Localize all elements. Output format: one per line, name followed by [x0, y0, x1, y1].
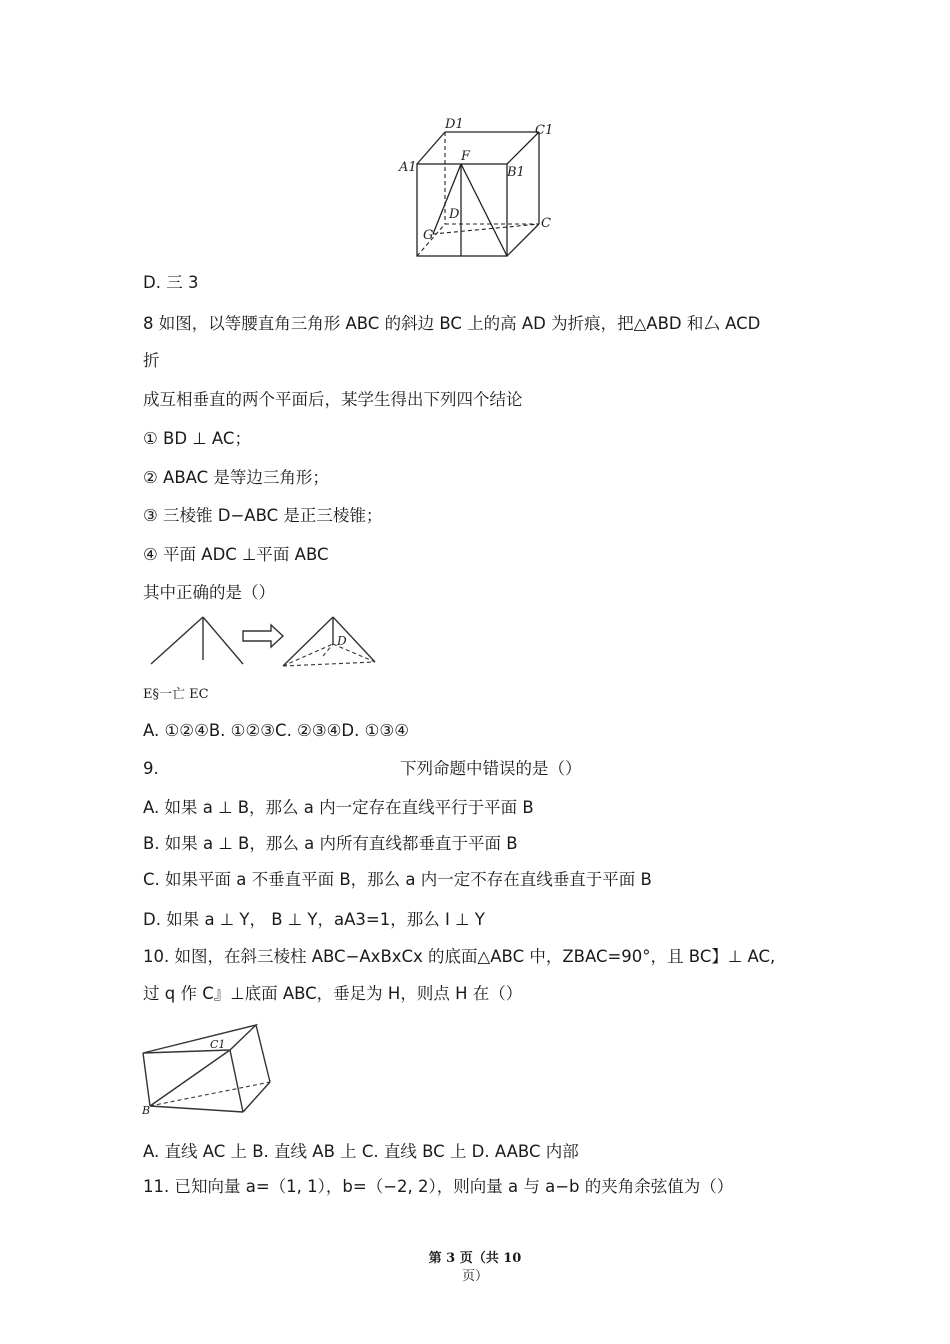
q10-stem-line-2: 过 q 作 C』⊥底面 ABC，垂足为 H，则点 H 在（） — [143, 984, 523, 1003]
q8-conclusion-4: ④ 平面 ADC ⊥平面 ABC — [143, 545, 329, 564]
q9-option-b: B. 如果 a ⊥ B，那么 a 内所有直线都垂直于平面 B — [143, 834, 518, 853]
q8-stem-line-2: 折 — [143, 351, 160, 370]
prism-label-c1: C1 — [210, 1038, 226, 1051]
cube-diagram — [395, 112, 565, 262]
fold-label-d: D — [337, 634, 347, 648]
q8-conclusion-2: ② ABAC 是等边三角形； — [143, 468, 329, 487]
cube-label-d: D — [449, 207, 460, 222]
q10-stem-line-1: 10. 如图，在斜三棱柱 ABC−AxBxCx 的底面△ABC 中，ZBAC=90°，且 BC】⊥ AC, — [143, 947, 776, 966]
prism-label-b: B — [142, 1104, 151, 1116]
q9-number: 9. — [143, 759, 159, 778]
q9-stem: 下列命题中错误的是（） — [400, 759, 582, 778]
q10-options: A. 直线 AC 上 B. 直线 AB 上 C. 直线 BC 上 D. AABC 内部 — [143, 1142, 579, 1161]
cube-label-d1: D1 — [445, 117, 464, 132]
q8-conclusion-3: ③ 三棱锥 D−ABC 是正三棱锥； — [143, 506, 383, 525]
cube-label-a1: A1 — [399, 160, 417, 175]
prism-figure — [140, 1020, 275, 1116]
footer-page-number-line-2: 页） — [461, 1269, 488, 1284]
q8-figure-caption: E§一亡 EC — [143, 687, 209, 702]
q8-question: 其中正确的是（） — [143, 583, 275, 602]
cube-label-f: F — [461, 149, 471, 164]
q8-conclusion-1: ① BD ⊥ AC； — [143, 429, 251, 448]
footer-page-number-line-1: 第 3 页（共 10 — [428, 1251, 522, 1266]
q11-stem: 11. 已知向量 a=（1, 1），b=（−2, 2），则向量 a 与 a−b 的夹角余弦值为（） — [143, 1177, 734, 1196]
cube-label-g: G — [423, 228, 434, 243]
q8-stem-line-1: 8 如图，以等腰直角三角形 ABC 的斜边 BC 上的高 AD 为折痕，把△ABD 和厶 ACD — [143, 314, 761, 333]
prism-diagram — [140, 1020, 275, 1116]
q9-option-d: D. 如果 a ⊥ Y， B ⊥ Y，aA3=1，那么 I ⊥ Y — [143, 910, 485, 929]
q8-options: A. ①②④B. ①②③C. ②③④D. ①③④ — [143, 721, 410, 740]
q7-option-d: D. 三 3 — [143, 273, 199, 292]
q9-option-a: A. 如果 a ⊥ B，那么 a 内一定存在直线平行于平面 B — [143, 798, 534, 817]
cube-label-c: C — [541, 216, 551, 231]
cube-label-c1: C1 — [535, 123, 554, 138]
q8-stem-line-3: 成互相垂直的两个平面后，某学生得出下列四个结论 — [143, 390, 523, 409]
cube-label-b1: B1 — [507, 165, 525, 180]
fold-figure — [143, 614, 393, 674]
fold-diagram — [143, 614, 393, 674]
q9-option-c: C. 如果平面 a 不垂直平面 B，那么 a 内一定不存在直线垂直于平面 B — [143, 870, 652, 889]
cube-figure — [395, 112, 565, 262]
